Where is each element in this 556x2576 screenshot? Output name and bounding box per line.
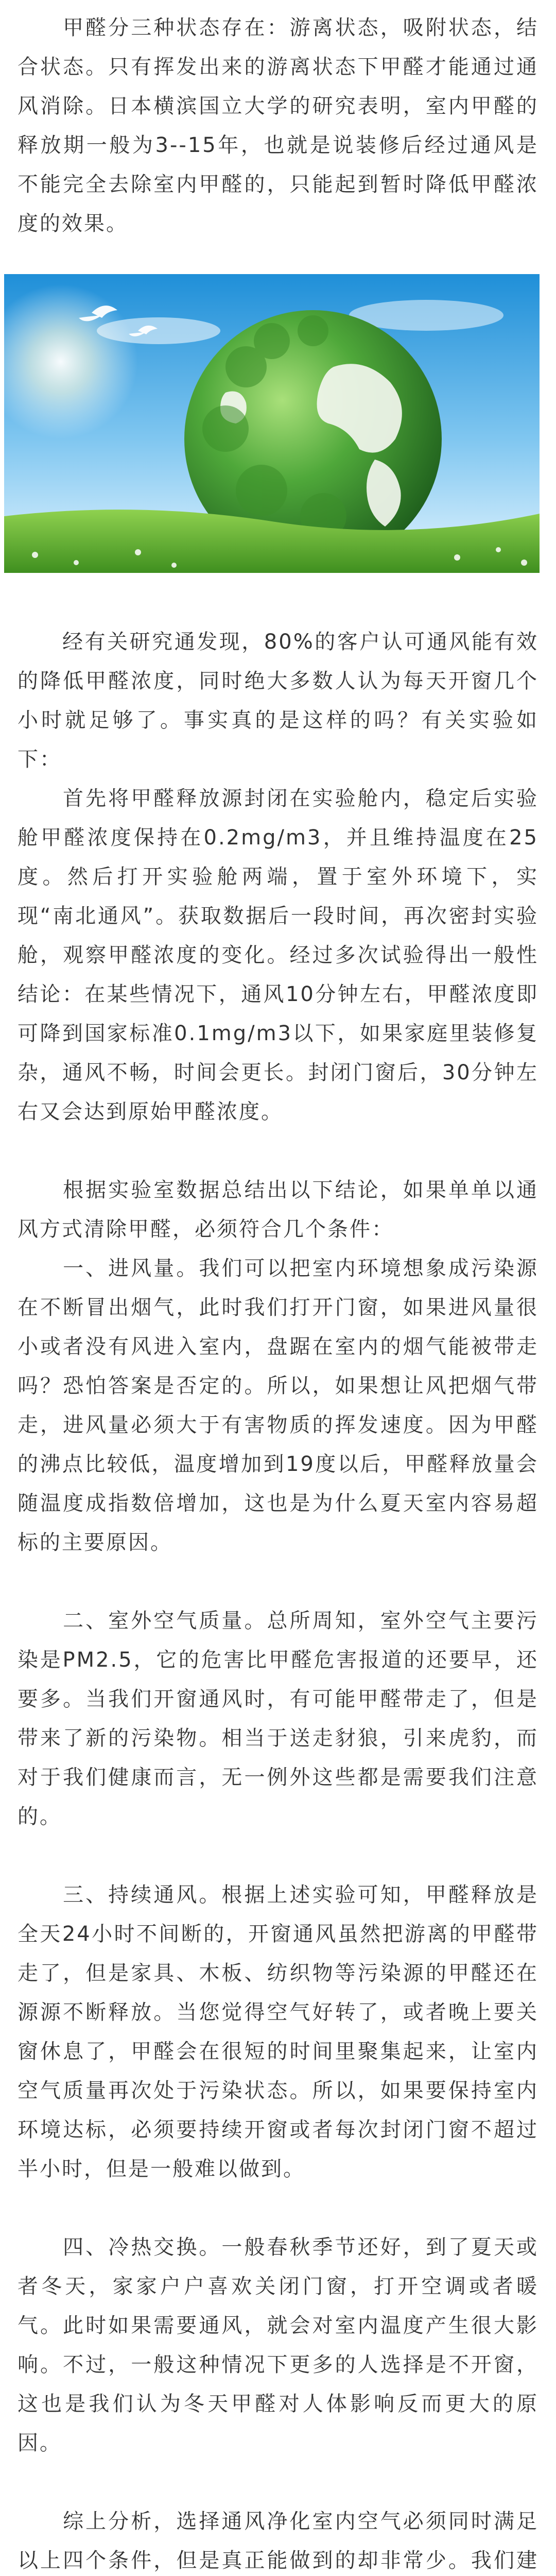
paragraph-formaldehyde-states: 甲醛分三种状态存在：游离状态，吸附状态，结合状态。只有挥发出来的游离状态下甲醛才能通过通风消除。日本横滨国立大学的研究表明，室内甲醛的释放期一般为3--15年，也就是说装修后经过通风是不能完全去除室内甲醛的，只能起到暂时降低甲醛浓度的效果。 [18, 16, 538, 235]
paragraph-outdoor-air-quality: 二、室外空气质量。总所周知，室外空气主要污染是PM2.5，它的危害比甲醛危害报道的还要早，还要多。当我们开窗通风时，有可能甲醛带走了，但是带来了新的污染物。相当于送走豺狼，引来虎豹，而对于我们健康而言，无一例外这些都是需要我们注意的。 [18, 1609, 538, 1828]
paragraph-heat-exchange: 四、冷热交换。一般春秋季节还好，到了夏天或者冬天，家家户户喜欢关闭门窗，打开空调或者暖气。此时如果需要通风，就会对室内温度产生很大影响。不过，一般这种情况下更多的人选择是不开窗，这也是我们认为冬天甲醛对人体影响反而更大的原因。 [18, 2235, 538, 2455]
paragraph-conclusion: 综上分析，选择通风净化室内空气必须同时满足以上四个条件，但是真正能做到的却非常少。我们建 [18, 2510, 538, 2572]
green-globe-image [4, 274, 540, 573]
paragraph-air-intake: 根据实验室数据总结出以下结论，如果单单以通风方式清除甲醛，必须符合几个条件： 一、进风量。我们可以把室内环境想象成污染源在不断冒出烟气，此时我们打开门窗，如果进风量很小或者没有风进入室内，盘踞在室内的烟气能被带走吗？恐怕答案是否定的。所以，如果想让风把烟气带走，进风量必须大于有害物质的挥发速度。因为甲醛的沸点比较低，温度增加到19度以后，甲醛释放量会随温度成指数倍增加，这也是为什么夏天室内容易超标的主要原因。 [18, 1178, 538, 1554]
paragraph-continuous-ventilation: 三、持续通风。根据上述实验可知，甲醛释放是全天24小时不间断的，开窗通风虽然把游离的甲醛带走了，但是家具、木板、纺织物等污染源的甲醛还在源源不断释放。当您觉得空气好转了，或者晚上要关窗休息了，甲醛会在很短的时间里聚集起来，让室内空气质量再次处于污染状态。所以，如果要保持室内环境达标，必须要持续开窗或者每次封闭门窗不超过半小时，但是一般难以做到。 [18, 1883, 538, 2181]
paragraph-ventilation-experiment: 经有关研究通发现，80%的客户认可通风能有效的降低甲醛浓度，同时绝大多数人认为每天开窗几个小时就足够了。事实真的是这样的吗？有关实验如下： 首先将甲醛释放源封闭在实验舱内，稳定后实验舱甲醛浓度保持在0.2mg/m3，并且维持温度在25度。然后打开实验舱两端，置于室外环境下，实现“南北通风”。获取数据后一段时间，再次密封实验舱，观察甲醛浓度的变化。经过多次试验得出一般性结论：在某些情况下，通风10分钟左右，甲醛浓度即可降到国家标准0.1mg/m3以下，如果家庭里装修复杂，通风不畅，时间会更长。封闭门窗后，30分钟左右又会达到原始甲醛浓度。 [18, 630, 538, 1124]
